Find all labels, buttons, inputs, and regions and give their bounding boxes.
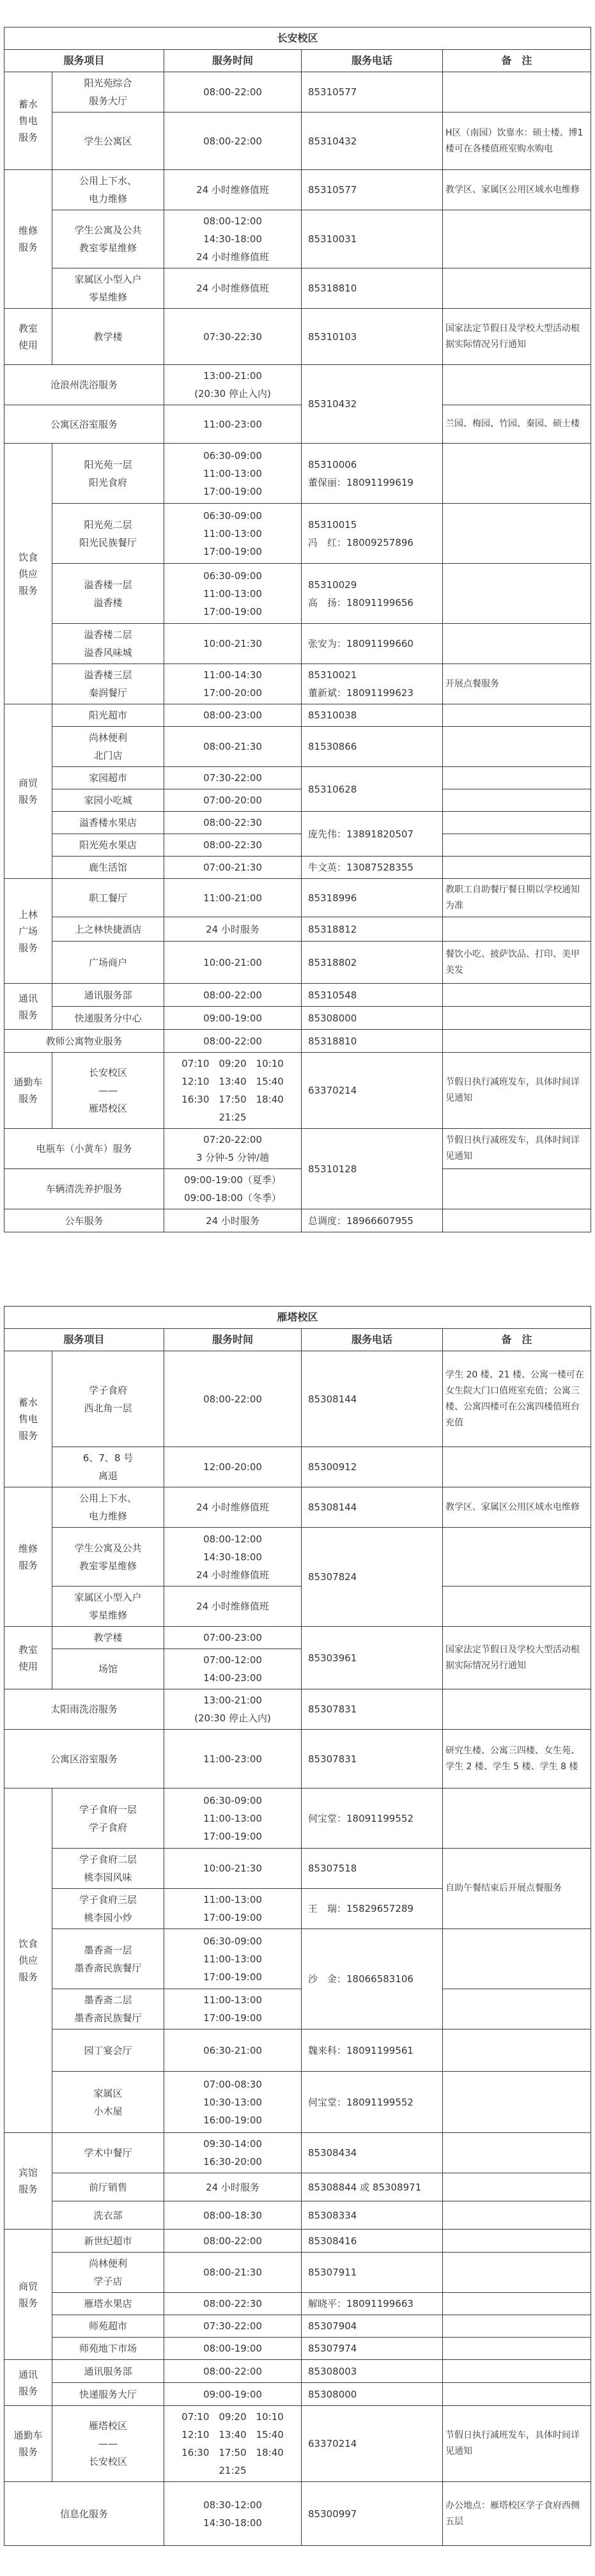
service-time: 24 小时服务 bbox=[164, 917, 302, 942]
service-phone: 沙 金：18066583106 bbox=[302, 1929, 443, 2029]
service-note bbox=[443, 72, 591, 113]
header-phone: 服务电话 bbox=[302, 50, 443, 72]
service-phone: 庞先伟：13891820507 bbox=[302, 812, 443, 857]
service-name: 广场商户 bbox=[52, 942, 164, 984]
service-name: 通讯服务部 bbox=[52, 984, 164, 1007]
service-name: 雁塔校区 —— 长安校区 bbox=[52, 2406, 164, 2482]
service-note: 节假日执行减班发车，具体时间详见通知 bbox=[443, 1129, 591, 1169]
service-name: 溢香楼二层 溢香风味城 bbox=[52, 624, 164, 664]
service-name: 教学楼 bbox=[52, 309, 164, 365]
service-name: 阳光苑综合 服务大厅 bbox=[52, 72, 164, 113]
service-time: 07:30-22:00 bbox=[164, 767, 302, 789]
service-time: 08:00-22:00 bbox=[164, 1030, 302, 1053]
service-phone: 牛文英：13087528355 bbox=[302, 857, 443, 879]
service-phone: 85308000 bbox=[302, 1007, 443, 1030]
header-note: 备 注 bbox=[443, 50, 591, 72]
service-name: 上之林快捷酒店 bbox=[52, 917, 164, 942]
service-note bbox=[443, 1689, 591, 1730]
service-name: 墨香斋一层 墨香斋民族餐厅 bbox=[52, 1929, 164, 1989]
service-name: 沧浪州洗浴服务 bbox=[4, 365, 164, 405]
service-time: 10:00-21:30 bbox=[164, 624, 302, 664]
service-time: 09:00-19:00 bbox=[164, 2383, 302, 2406]
service-name: 师苑地下市场 bbox=[52, 2338, 164, 2360]
service-phone: 85300997 bbox=[302, 2482, 443, 2546]
service-note: 教学区、家属区公用区域水电维修 bbox=[443, 1487, 591, 1528]
service-time: 09:30-14:00 16:30-20:00 bbox=[164, 2133, 302, 2173]
service-phone: 63370214 bbox=[302, 1053, 443, 1129]
service-phone: 85318810 bbox=[302, 268, 443, 309]
service-name: 学生公寓区 bbox=[52, 113, 164, 170]
category-water: 蓄水 售电 服务 bbox=[4, 72, 52, 170]
service-time: 24 小时维修值班 bbox=[164, 170, 302, 210]
service-phone: 85308144 bbox=[302, 1351, 443, 1447]
service-note: 办公地点：雁塔校区学子食府西侧五层 bbox=[443, 2482, 591, 2546]
service-time: 06:30-09:00 11:00-13:00 17:00-19:00 bbox=[164, 444, 302, 504]
service-note bbox=[443, 504, 591, 564]
service-name: 前厅销售 bbox=[52, 2173, 164, 2201]
category-comm: 通讯 服务 bbox=[4, 984, 52, 1030]
service-name: 溢香楼水果店 bbox=[52, 812, 164, 834]
service-phone: 85308003 bbox=[302, 2360, 443, 2383]
service-note: 国家法定节假日及学校大型活动根据实际情况另行通知 bbox=[443, 309, 591, 365]
service-time: 06:30-09:00 11:00-13:00 17:00-19:00 bbox=[164, 504, 302, 564]
service-name: 公寓区浴室服务 bbox=[4, 1730, 164, 1788]
service-note: 兰园、梅园、竹园、秦园、硕士楼 bbox=[443, 405, 591, 444]
service-time: 08:00-22:00 bbox=[164, 2360, 302, 2383]
service-note bbox=[443, 444, 591, 504]
service-time: 08:00-22:30 bbox=[164, 834, 302, 857]
service-time: 07:00-23:00 bbox=[164, 1627, 302, 1649]
service-note bbox=[443, 704, 591, 727]
service-name: 溢香楼三层 秦润餐厅 bbox=[52, 664, 164, 704]
service-time: 07:30-22:30 bbox=[164, 309, 302, 365]
service-time: 07:30-22:00 bbox=[164, 2315, 302, 2338]
service-time: 08:00-18:30 bbox=[164, 2201, 302, 2230]
service-phone: 85307518 bbox=[302, 1849, 443, 1889]
service-note bbox=[443, 1989, 591, 2029]
service-phone: 85307904 bbox=[302, 2315, 443, 2338]
service-note: 教学区、家属区公用区域水电维修 bbox=[443, 170, 591, 210]
service-time: 08:00-12:00 14:30-18:00 24 小时维修值班 bbox=[164, 1528, 302, 1587]
service-time: 07:00-12:00 14:00-23:00 bbox=[164, 1649, 302, 1689]
service-note: 节假日执行减班发车，具体时间详见通知 bbox=[443, 2406, 591, 2482]
service-name: 溢香楼一层 溢香楼 bbox=[52, 564, 164, 624]
service-phone: 85318812 bbox=[302, 917, 443, 942]
service-name: 快递服务大厅 bbox=[52, 2383, 164, 2406]
service-phone: 张安为：18091199660 bbox=[302, 624, 443, 664]
category-shop: 商贸 服务 bbox=[4, 704, 52, 879]
service-note bbox=[443, 210, 591, 268]
header-time: 服务时间 bbox=[164, 1329, 302, 1351]
service-time: 06:30-21:00 bbox=[164, 2029, 302, 2072]
service-name: 师苑超市 bbox=[52, 2315, 164, 2338]
service-phone: 85310432 bbox=[302, 365, 443, 444]
service-phone: 85310015 冯 红：18009257896 bbox=[302, 504, 443, 564]
service-name: 电瓶车（小黄车）服务 bbox=[4, 1129, 164, 1169]
service-name: 尚林便利 学子店 bbox=[52, 2253, 164, 2293]
service-name: 场馆 bbox=[52, 1649, 164, 1689]
service-time: 08:00-12:00 14:30-18:00 24 小时维修值班 bbox=[164, 210, 302, 268]
service-time: 06:30-09:00 11:00-13:00 17:00-19:00 bbox=[164, 1929, 302, 1989]
service-note: 餐饮小吃、披萨饮品、打印、美甲美发 bbox=[443, 942, 591, 984]
service-note bbox=[443, 1169, 591, 1209]
service-note bbox=[443, 2029, 591, 2072]
service-name: 学子食府三层 桃李园小炒 bbox=[52, 1889, 164, 1929]
service-time: 08:00-23:00 bbox=[164, 704, 302, 727]
service-note bbox=[443, 2230, 591, 2253]
changan-service-table bbox=[4, 27, 591, 1232]
service-time: 24 小时维修值班 bbox=[164, 268, 302, 309]
service-note bbox=[443, 1788, 591, 1849]
service-time: 11:00-13:00 17:00-19:00 bbox=[164, 1889, 302, 1929]
service-note bbox=[443, 2173, 591, 2201]
service-time: 09:00-19:00（夏季） 09:00-18:00（冬季） bbox=[164, 1169, 302, 1209]
service-note: 国家法定节假日及学校大型活动根据实际情况另行通知 bbox=[443, 1627, 591, 1689]
service-phone: 85308844 或 85308971 bbox=[302, 2173, 443, 2201]
service-time: 24 小时服务 bbox=[164, 1209, 302, 1232]
service-name: 学子食府 西北角一层 bbox=[52, 1351, 164, 1447]
service-time: 13:00-21:00 (20:30 停止入内) bbox=[164, 1689, 302, 1730]
service-time: 07:10 09:20 10:10 12:10 13:40 15:40 16:30 17:50 18:40 21:25 bbox=[164, 2406, 302, 2482]
service-name: 学子食府一层 学子食府 bbox=[52, 1788, 164, 1849]
service-name: 园丁宴会厅 bbox=[52, 2029, 164, 2072]
service-phone: 解晓平：18091199663 bbox=[302, 2293, 443, 2315]
service-phone: 85310103 bbox=[302, 309, 443, 365]
service-name: 家属区 小木屋 bbox=[52, 2072, 164, 2133]
service-time: 24 小时维修值班 bbox=[164, 1487, 302, 1528]
category-square: 上林 广场 服务 bbox=[4, 879, 52, 984]
service-name: 学生公寓及公共 教室零星维修 bbox=[52, 210, 164, 268]
service-phone: 85310038 bbox=[302, 704, 443, 727]
service-note bbox=[443, 984, 591, 1007]
service-time: 11:00-23:00 bbox=[164, 1730, 302, 1788]
header-item: 服务项目 bbox=[4, 50, 164, 72]
service-time: 12:00-20:00 bbox=[164, 1447, 302, 1487]
service-phone: 85318996 bbox=[302, 879, 443, 917]
service-note bbox=[443, 1209, 591, 1232]
service-phone: 85307911 bbox=[302, 2253, 443, 2293]
category-repair: 维修 服务 bbox=[4, 170, 52, 309]
service-name: 公车服务 bbox=[4, 1209, 164, 1232]
service-note bbox=[443, 812, 591, 834]
service-name: 阳光苑水果店 bbox=[52, 834, 164, 857]
service-time: 07:00-21:30 bbox=[164, 857, 302, 879]
service-time: 06:30-09:00 11:00-13:00 17:00-19:00 bbox=[164, 1788, 302, 1849]
category-repair: 维修 服务 bbox=[4, 1487, 52, 1627]
service-name: 长安校区 —— 雁塔校区 bbox=[52, 1053, 164, 1129]
service-phone: 总调度：18966607955 bbox=[302, 1209, 443, 1232]
service-phone: 85307831 bbox=[302, 1689, 443, 1730]
service-phone: 85310021 董新斌：18091199623 bbox=[302, 664, 443, 704]
service-phone: 85310577 bbox=[302, 72, 443, 113]
category-bus: 通勤车 服务 bbox=[4, 2406, 52, 2482]
header-item: 服务项目 bbox=[4, 1329, 164, 1351]
service-phone: 85307831 bbox=[302, 1730, 443, 1788]
service-name: 通讯服务部 bbox=[52, 2360, 164, 2383]
service-note bbox=[443, 1447, 591, 1487]
table-title: 长安校区 bbox=[4, 27, 591, 50]
service-name: 公寓区浴室服务 bbox=[4, 405, 164, 444]
category-shop: 商贸 服务 bbox=[4, 2230, 52, 2360]
category-classroom: 教室 使用 bbox=[4, 1627, 52, 1689]
service-phone: 81530866 bbox=[302, 727, 443, 767]
service-name: 家园超市 bbox=[52, 767, 164, 789]
service-note bbox=[443, 564, 591, 624]
header-phone: 服务电话 bbox=[302, 1329, 443, 1351]
service-phone: 85318810 bbox=[302, 1030, 443, 1053]
service-note bbox=[443, 1007, 591, 1030]
service-note bbox=[443, 2293, 591, 2315]
service-time: 08:00-19:00 bbox=[164, 2338, 302, 2360]
service-name: 快递服务分中心 bbox=[52, 1007, 164, 1030]
service-name: 家属区小型入户 零星维修 bbox=[52, 268, 164, 309]
service-phone: 85310031 bbox=[302, 210, 443, 268]
service-phone: 85300912 bbox=[302, 1447, 443, 1487]
service-note bbox=[443, 2315, 591, 2338]
service-note: 自助午餐结束后开展点餐服务 bbox=[443, 1849, 591, 1929]
category-dining: 饮食 供应 服务 bbox=[4, 1788, 52, 2133]
yanta-service-table bbox=[4, 1306, 591, 2546]
service-note bbox=[443, 834, 591, 857]
category-classroom: 教室 使用 bbox=[4, 309, 52, 365]
service-name: 车辆清洗养护服务 bbox=[4, 1169, 164, 1209]
service-phone: 85308334 bbox=[302, 2201, 443, 2230]
service-name: 雁塔水果店 bbox=[52, 2293, 164, 2315]
service-note bbox=[443, 2072, 591, 2133]
service-time: 08:30-12:00 14:30-18:00 bbox=[164, 2482, 302, 2546]
service-time: 24 小时服务 bbox=[164, 2173, 302, 2201]
service-phone: 85308000 bbox=[302, 2383, 443, 2406]
service-phone: 85310548 bbox=[302, 984, 443, 1007]
service-note: 开展点餐服务 bbox=[443, 664, 591, 704]
service-name: 洗衣部 bbox=[52, 2201, 164, 2230]
service-time: 08:00-22:30 bbox=[164, 2293, 302, 2315]
service-time: 13:00-21:00 (20:30 停止入内) bbox=[164, 365, 302, 405]
service-time: 08:00-21:30 bbox=[164, 727, 302, 767]
service-phone: 85318802 bbox=[302, 942, 443, 984]
service-phone: 85310628 bbox=[302, 767, 443, 812]
service-time: 08:00-22:30 bbox=[164, 812, 302, 834]
service-name: 教学楼 bbox=[52, 1627, 164, 1649]
service-note bbox=[443, 917, 591, 942]
service-name: 阳光超市 bbox=[52, 704, 164, 727]
category-comm: 通讯 服务 bbox=[4, 2360, 52, 2406]
service-time: 10:00-21:00 bbox=[164, 942, 302, 984]
service-note bbox=[443, 1528, 591, 1587]
service-time: 11:00-23:00 bbox=[164, 405, 302, 444]
service-phone: 何宝堂：18091199552 bbox=[302, 1788, 443, 1849]
service-name: 学术中餐厅 bbox=[52, 2133, 164, 2173]
service-phone: 85310006 董保丽：18091199619 bbox=[302, 444, 443, 504]
service-time: 11:00-14:30 17:00-20:00 bbox=[164, 664, 302, 704]
header-note: 备 注 bbox=[443, 1329, 591, 1351]
service-time: 11:00-21:00 bbox=[164, 879, 302, 917]
service-note: 节假日执行减班发车，具体时间详见通知 bbox=[443, 1053, 591, 1129]
service-time: 08:00-22:00 bbox=[164, 72, 302, 113]
service-name: 公用上下水、 电力维修 bbox=[52, 1487, 164, 1528]
service-name: 鹿生活馆 bbox=[52, 857, 164, 879]
category-guest: 宾馆 服务 bbox=[4, 2133, 52, 2230]
service-name: 阳光苑二层 阳光民族餐厅 bbox=[52, 504, 164, 564]
service-name: 职工餐厅 bbox=[52, 879, 164, 917]
service-note bbox=[443, 2338, 591, 2360]
service-note bbox=[443, 365, 591, 405]
service-note bbox=[443, 1587, 591, 1627]
service-time: 10:00-21:30 bbox=[164, 1849, 302, 1889]
service-name: 墨香斋二层 墨香斋民族餐厅 bbox=[52, 1989, 164, 2029]
service-name: 学子食府二层 桃李园风味 bbox=[52, 1849, 164, 1889]
service-note bbox=[443, 1030, 591, 1053]
service-note: H区（南园）饮靠水：硕士楼、博1楼可在各楼值班室购水购电 bbox=[443, 113, 591, 170]
service-note bbox=[443, 2383, 591, 2406]
service-time: 09:00-19:00 bbox=[164, 1007, 302, 1030]
service-phone: 85310432 bbox=[302, 113, 443, 170]
service-note bbox=[443, 2201, 591, 2230]
service-time: 07:20-22:00 3 分钟-5 分钟/趟 bbox=[164, 1129, 302, 1169]
service-phone: 85307824 bbox=[302, 1528, 443, 1627]
service-time: 08:00-21:30 bbox=[164, 2253, 302, 2293]
service-note: 教职工自助餐厅餐日期以学校通知为准 bbox=[443, 879, 591, 917]
service-note: 研究生楼、公寓三四楼、女生苑、学生 2 楼、学生 5 楼、学生 8 楼 bbox=[443, 1730, 591, 1788]
service-phone: 王 瑞：15829657289 bbox=[302, 1889, 443, 1929]
service-time: 08:00-22:00 bbox=[164, 113, 302, 170]
service-phone: 85307974 bbox=[302, 2338, 443, 2360]
service-name: 尚林便利 北门店 bbox=[52, 727, 164, 767]
service-phone: 85308434 bbox=[302, 2133, 443, 2173]
service-phone: 85310128 bbox=[302, 1129, 443, 1209]
service-phone: 63370214 bbox=[302, 2406, 443, 2482]
service-note bbox=[443, 1929, 591, 1989]
service-name: 教师公寓物业服务 bbox=[4, 1030, 164, 1053]
service-name: 家园小吃城 bbox=[52, 789, 164, 812]
service-time: 11:00-13:00 17:00-19:00 bbox=[164, 1989, 302, 2029]
service-name: 太阳雨洗浴服务 bbox=[4, 1689, 164, 1730]
service-note bbox=[443, 789, 591, 812]
category-water: 蓄水 售电 服务 bbox=[4, 1351, 52, 1487]
service-phone: 85308144 bbox=[302, 1487, 443, 1528]
service-name: 家属区小型入户 零星维修 bbox=[52, 1587, 164, 1627]
service-note bbox=[443, 2360, 591, 2383]
service-phone: 85308416 bbox=[302, 2230, 443, 2253]
category-bus: 通勤车 服务 bbox=[4, 1053, 52, 1129]
service-note bbox=[443, 2133, 591, 2173]
service-phone: 何宝堂：18091199552 bbox=[302, 2072, 443, 2133]
service-name: 公用上下水、 电力维修 bbox=[52, 170, 164, 210]
service-name: 新世纪超市 bbox=[52, 2230, 164, 2253]
service-time: 08:00-22:00 bbox=[164, 984, 302, 1007]
service-note bbox=[443, 268, 591, 309]
service-note bbox=[443, 767, 591, 789]
service-phone: 85310577 bbox=[302, 170, 443, 210]
service-phone: 魏来科：18091199561 bbox=[302, 2029, 443, 2072]
service-time: 08:00-22:00 bbox=[164, 1351, 302, 1447]
service-note bbox=[443, 2253, 591, 2293]
service-note: 学生 20 楼、21 楼、公寓一楼可在女生院大门口值班室充值；公寓三楼、公寓四楼可在公寓四楼值班台充值 bbox=[443, 1351, 591, 1447]
service-phone: 85310029 高 扬：18091199656 bbox=[302, 564, 443, 624]
service-note bbox=[443, 624, 591, 664]
service-name: 学生公寓及公共 教室零星维修 bbox=[52, 1528, 164, 1587]
table-title: 雁塔校区 bbox=[4, 1307, 591, 1329]
service-phone: 85303961 bbox=[302, 1627, 443, 1689]
service-name: 阳光苑一层 阳光食府 bbox=[52, 444, 164, 504]
service-time: 07:10 09:20 10:10 12:10 13:40 15:40 16:30 17:50 18:40 21:25 bbox=[164, 1053, 302, 1129]
service-time: 06:30-09:00 11:00-13:00 17:00-19:00 bbox=[164, 564, 302, 624]
service-note bbox=[443, 727, 591, 767]
service-name: 信息化服务 bbox=[4, 2482, 164, 2546]
service-note bbox=[443, 857, 591, 879]
service-time: 24 小时维修值班 bbox=[164, 1587, 302, 1627]
category-dining: 饮食 供应 服务 bbox=[4, 444, 52, 704]
service-time: 08:00-22:00 bbox=[164, 2230, 302, 2253]
service-time: 07:00-08:30 10:30-13:00 16:00-19:00 bbox=[164, 2072, 302, 2133]
service-name: 6、7、8 号 离退 bbox=[52, 1447, 164, 1487]
header-time: 服务时间 bbox=[164, 50, 302, 72]
service-time: 07:00-20:00 bbox=[164, 789, 302, 812]
